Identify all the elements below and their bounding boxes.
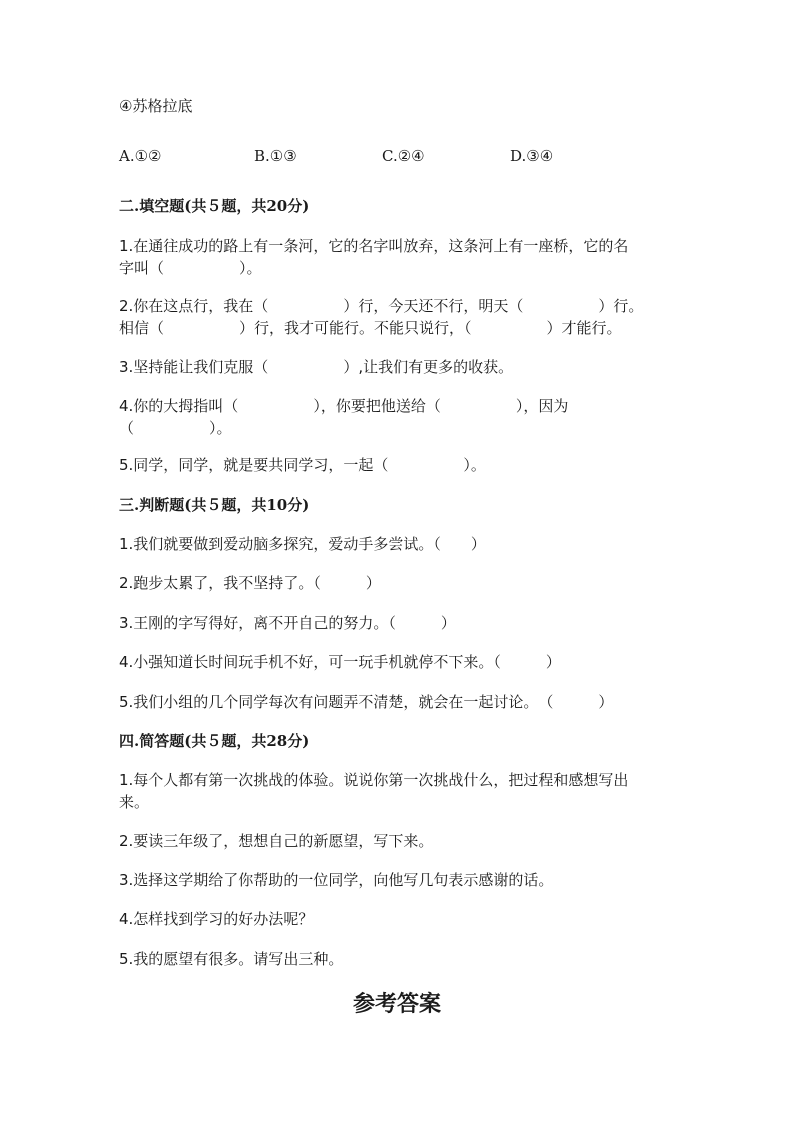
section-heading-short-answer: 四.简答题(共５题，共28分) [119, 732, 310, 750]
short-question-1-line-1: 1.每个人都有第一次挑战的体验。说说你第一次挑战什么，把过程和感想写出 [119, 771, 629, 789]
judge-question-2: 2.跑步太累了，我不坚持了。（ ） [119, 574, 381, 592]
choice-a: A.①② [119, 147, 162, 165]
short-question-3: 3.选择这学期给了你帮助的一位同学，向他写几句表示感谢的话。 [119, 871, 554, 889]
short-question-4: 4.怎样找到学习的好办法呢？ [119, 910, 314, 928]
choice-b: B.①③ [254, 147, 297, 165]
fill-question-5: 5.同学，同学，就是要共同学习，一起（ ）。 [119, 456, 486, 474]
judge-question-4: 4.小强知道长时间玩手机不好，可一玩手机就停不下来。（ ） [119, 653, 561, 671]
section-heading-fill-blank: 二.填空题(共５题，共20分) [119, 197, 310, 215]
choice-d: D.③④ [510, 147, 554, 165]
fill-question-1-line-2: 字叫（ ）。 [119, 259, 262, 277]
short-question-1-line-2: 来。 [119, 793, 150, 811]
judge-question-1: 1.我们就要做到爱动脑多探究，爱动手多尝试。（ ） [119, 535, 486, 553]
short-question-5: 5.我的愿望有很多。请写出三种。 [119, 950, 344, 968]
fill-question-2-line-2: 相信（ ）行，我才可能行。不能只说行，（ ）才能行。 [119, 319, 622, 337]
fill-question-4-line-1: 4.你的大拇指叫（ ），你要把他送给（ ），因为 [119, 397, 569, 415]
judge-question-3: 3.王刚的字写得好，离不开自己的努力。（ ） [119, 614, 456, 632]
fill-question-1-line-1: 1.在通往成功的路上有一条河，它的名字叫放弃，这条河上有一座桥，它的名 [119, 237, 629, 255]
option-item-4: ④苏格拉底 [119, 97, 193, 115]
answers-title: 参考答案 [352, 991, 441, 1017]
section-heading-judgement: 三.判断题(共５题，共10分) [119, 496, 310, 514]
fill-question-4-line-2: （ ）。 [119, 419, 232, 437]
choice-c: C.②④ [382, 147, 425, 165]
short-question-2: 2.要读三年级了，想想自己的新愿望，写下来。 [119, 832, 434, 850]
judge-question-5: 5.我们小组的几个同学每次有问题弄不清楚，就会在一起讨论。 （ ） [119, 693, 614, 711]
fill-question-2-line-1: 2.你在这点行，我在（ ）行，今天还不行，明天（ ）行。 [119, 297, 644, 315]
fill-question-3: 3.坚持能让我们克服（ ）,让我们有更多的收获。 [119, 358, 514, 376]
